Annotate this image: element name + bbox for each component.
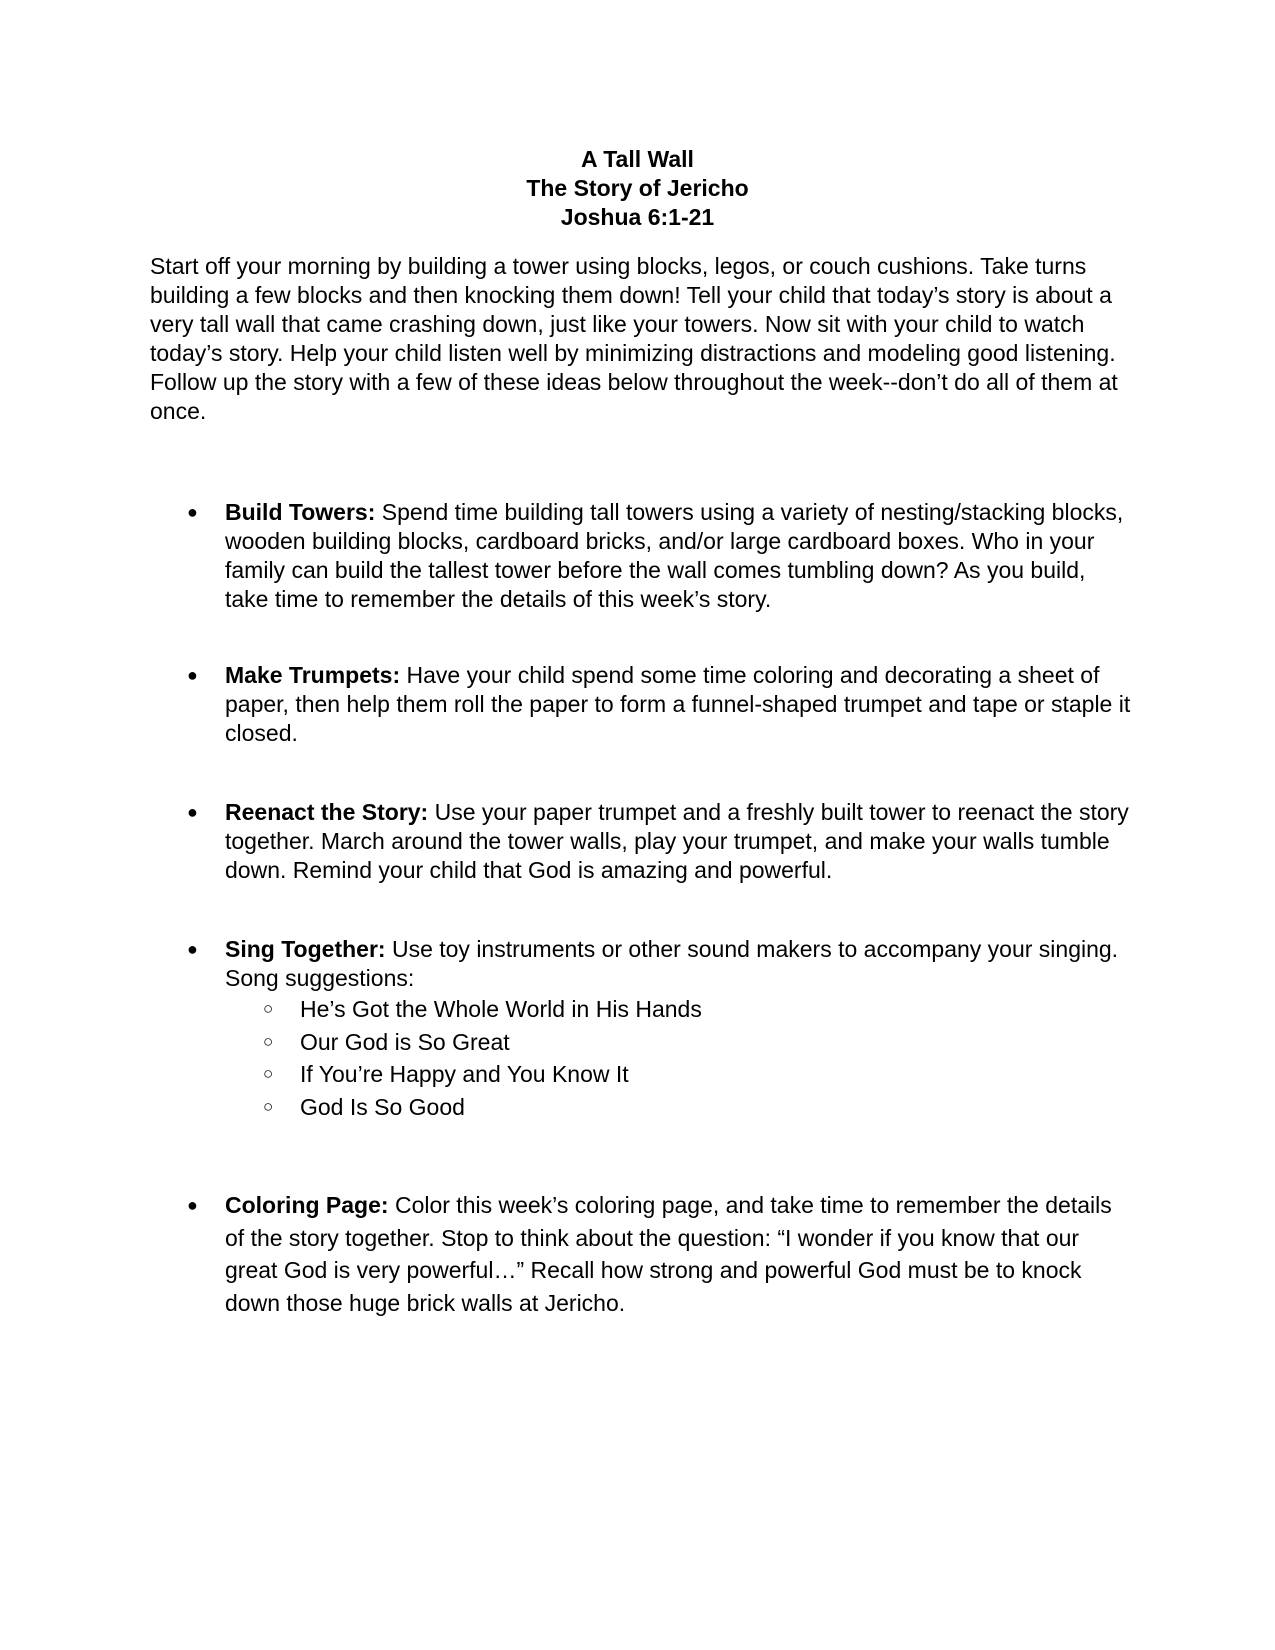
bullet-icon: ● xyxy=(187,665,198,685)
activity-make-trumpets xyxy=(187,661,1135,748)
bullet-icon: ● xyxy=(187,502,198,522)
activity-text: Have your child spend some time coloring and decorating a sheet of paper, then help them roll the paper to form a funnel-shaped trumpet and tape or staple it closed. xyxy=(225,662,1131,746)
song-list xyxy=(225,993,1135,1123)
scripture-reference: Joshua 6:1-21 xyxy=(560,204,715,230)
activity-title: Make Trumpets: xyxy=(225,662,401,688)
song-item xyxy=(225,1026,1135,1059)
circle-bullet-icon: ○ xyxy=(263,1031,274,1051)
bullet-icon: ● xyxy=(187,939,198,959)
activity-title: Sing Together: xyxy=(225,936,386,962)
song-title: God Is So Good xyxy=(300,1093,465,1120)
circle-bullet-icon: ○ xyxy=(263,1096,274,1116)
intro-paragraph: Start off your morning by building a tower using blocks, legos, or couch cushions. Take turns building a few blocks and then knocking them down! Tell your child that today’s story is about a very tall wall that came crashing down, just like your towers. Now sit with your child to watch today’s story. Help your child listen well by minimizing distractions and modeling good listening. Follow up the story with a few of these ideas below throughout the week--don’t do all of them at once. xyxy=(150,253,1118,424)
activity-title: Reenact the Story: xyxy=(225,799,429,825)
song-item xyxy=(225,1058,1135,1091)
activity-text: Spend time building tall towers using a variety of nesting/stacking blocks, wooden building blocks, cardboard bricks, and/or large cardboard boxes. Who in your family can build the tallest tower before the wall comes tumbling down? As you build, take time to remember the details of this week’s story. xyxy=(225,499,1124,612)
circle-bullet-icon: ○ xyxy=(263,999,274,1018)
page-title: A Tall Wall xyxy=(581,146,694,172)
activity-coloring-page xyxy=(187,1189,1135,1319)
activity-text: Use toy instruments or other sound makers to accompany your singing. Song suggestions: xyxy=(225,936,1119,991)
activity-reenact-story xyxy=(187,798,1135,885)
song-title: Our God is So Great xyxy=(300,1028,510,1055)
circle-bullet-icon: ○ xyxy=(263,1064,274,1083)
song-item xyxy=(225,1091,1135,1124)
activity-title: Coloring Page: xyxy=(225,1192,389,1218)
activity-build-towers xyxy=(187,498,1135,614)
title-block xyxy=(0,145,1275,232)
activity-text: Color this week’s coloring page, and take time to remember the details of the story together. Stop to think about the question: “I wonder if you know that our great God is very powerful…” Recall how strong and powerful God must be to knock down those huge brick walls at Jericho. xyxy=(225,1192,1112,1316)
page-subtitle: The Story of Jericho xyxy=(526,175,749,201)
bullet-icon: ● xyxy=(187,802,198,822)
activity-text: Use your paper trumpet and a freshly built tower to reenact the story together. March around the tower walls, play your trumpet, and make your walls tumble down. Remind your child that God is amazing and powerful. xyxy=(225,799,1129,883)
song-title: He’s Got the Whole World in His Hands xyxy=(300,996,702,1022)
song-item xyxy=(225,993,1135,1026)
activity-title: Build Towers: xyxy=(225,499,376,525)
bullet-icon: ● xyxy=(187,1195,198,1215)
activity-sing-together xyxy=(187,935,1135,1123)
song-title: If You’re Happy and You Know It xyxy=(300,1061,629,1087)
